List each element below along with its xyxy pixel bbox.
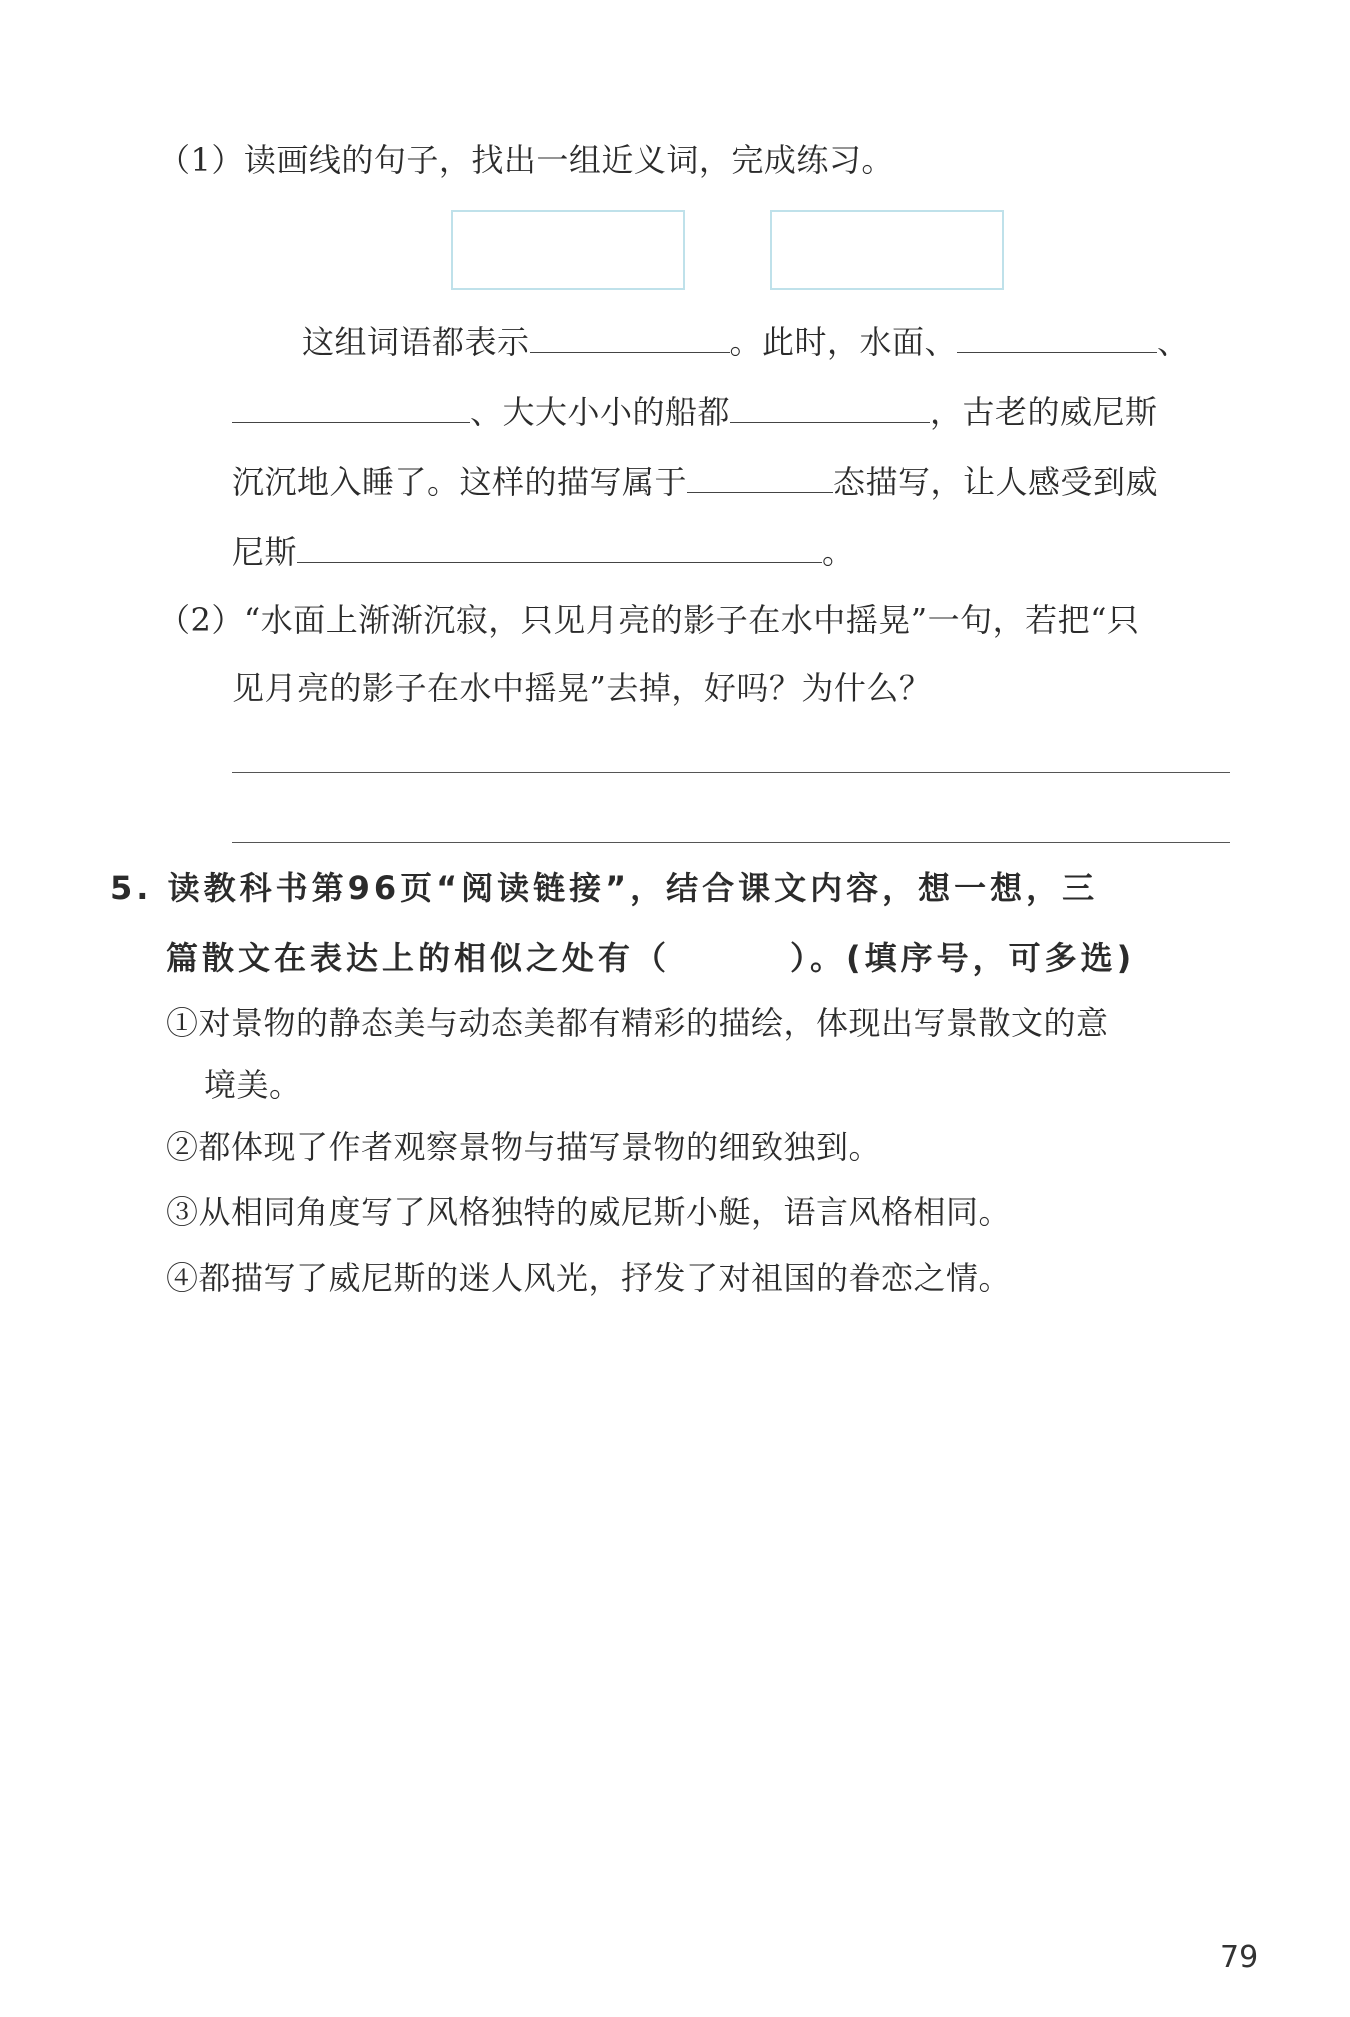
page-number: 79	[1220, 1940, 1259, 1975]
q5-line-1: 5. 读教科书第96页“阅读链接”，结合课文内容，想一想，三	[110, 869, 1099, 907]
q5-option-1-cont: 境美。	[204, 1066, 302, 1104]
q1-line-3-text-a: 沉沉地入睡了。这样的描写属于	[232, 463, 688, 501]
answer-line-2[interactable]	[232, 842, 1230, 843]
q5-option-3: ③从相同角度写了风格独特的威尼斯小艇，语言风格相同。	[166, 1193, 1012, 1231]
q1-line-2-text-a: 、大大小小的船都	[470, 393, 731, 431]
q2-line-2: 见月亮的影子在水中摇晃”去掉，好吗？为什么？	[232, 669, 932, 707]
q2-line-1: （2）“水面上渐渐沉寂，只见月亮的影子在水中摇晃”一句，若把“只	[158, 601, 1140, 639]
blank-item[interactable]	[232, 394, 470, 423]
q1-line-3-text-b: 态描写，让人感受到威	[833, 463, 1159, 501]
q1-prompt: （1）读画线的句子，找出一组近义词，完成练习。	[158, 141, 894, 179]
q1-line-4-text-a: 尼斯	[232, 533, 298, 571]
answer-box-2[interactable]	[770, 210, 1004, 290]
q1-line-1	[302, 322, 1190, 362]
q1-line-2	[232, 392, 1158, 432]
q1-line-1-text-c: 、	[1157, 323, 1190, 361]
q1-line-1-text-a: 这组词语都表示	[302, 323, 530, 361]
blank-meaning[interactable]	[530, 324, 730, 353]
q5-option-2: ②都体现了作者观察景物与描写景物的细致独到。	[166, 1128, 882, 1166]
answer-line-1[interactable]	[232, 772, 1230, 773]
blank-water-surface-next[interactable]	[957, 324, 1157, 353]
blank-feeling[interactable]	[297, 534, 822, 563]
blank-description-type[interactable]	[687, 464, 833, 493]
q5-option-4: ④都描写了威尼斯的迷人风光，抒发了对祖国的眷恋之情。	[166, 1259, 1012, 1297]
q5-line-2-text-a: 篇散文在表达上的相似之处有（	[166, 939, 671, 977]
q1-line-4-text-b: 。	[822, 533, 855, 571]
q5-line-2	[166, 938, 1135, 978]
q1-line-4	[232, 532, 855, 572]
answer-box-1[interactable]	[451, 210, 685, 290]
q1-line-3	[232, 462, 1158, 502]
blank-boats-state[interactable]	[730, 394, 930, 423]
q1-line-1-text-b: 。此时，水面、	[729, 323, 958, 361]
q5-line-2-text-b: ）。(填序号，可多选)	[790, 939, 1136, 977]
q5-option-1: ①对景物的静态美与动态美都有精彩的描绘，体现出写景散文的意	[166, 1004, 1109, 1042]
q1-line-2-text-b: ，古老的威尼斯	[930, 393, 1158, 431]
